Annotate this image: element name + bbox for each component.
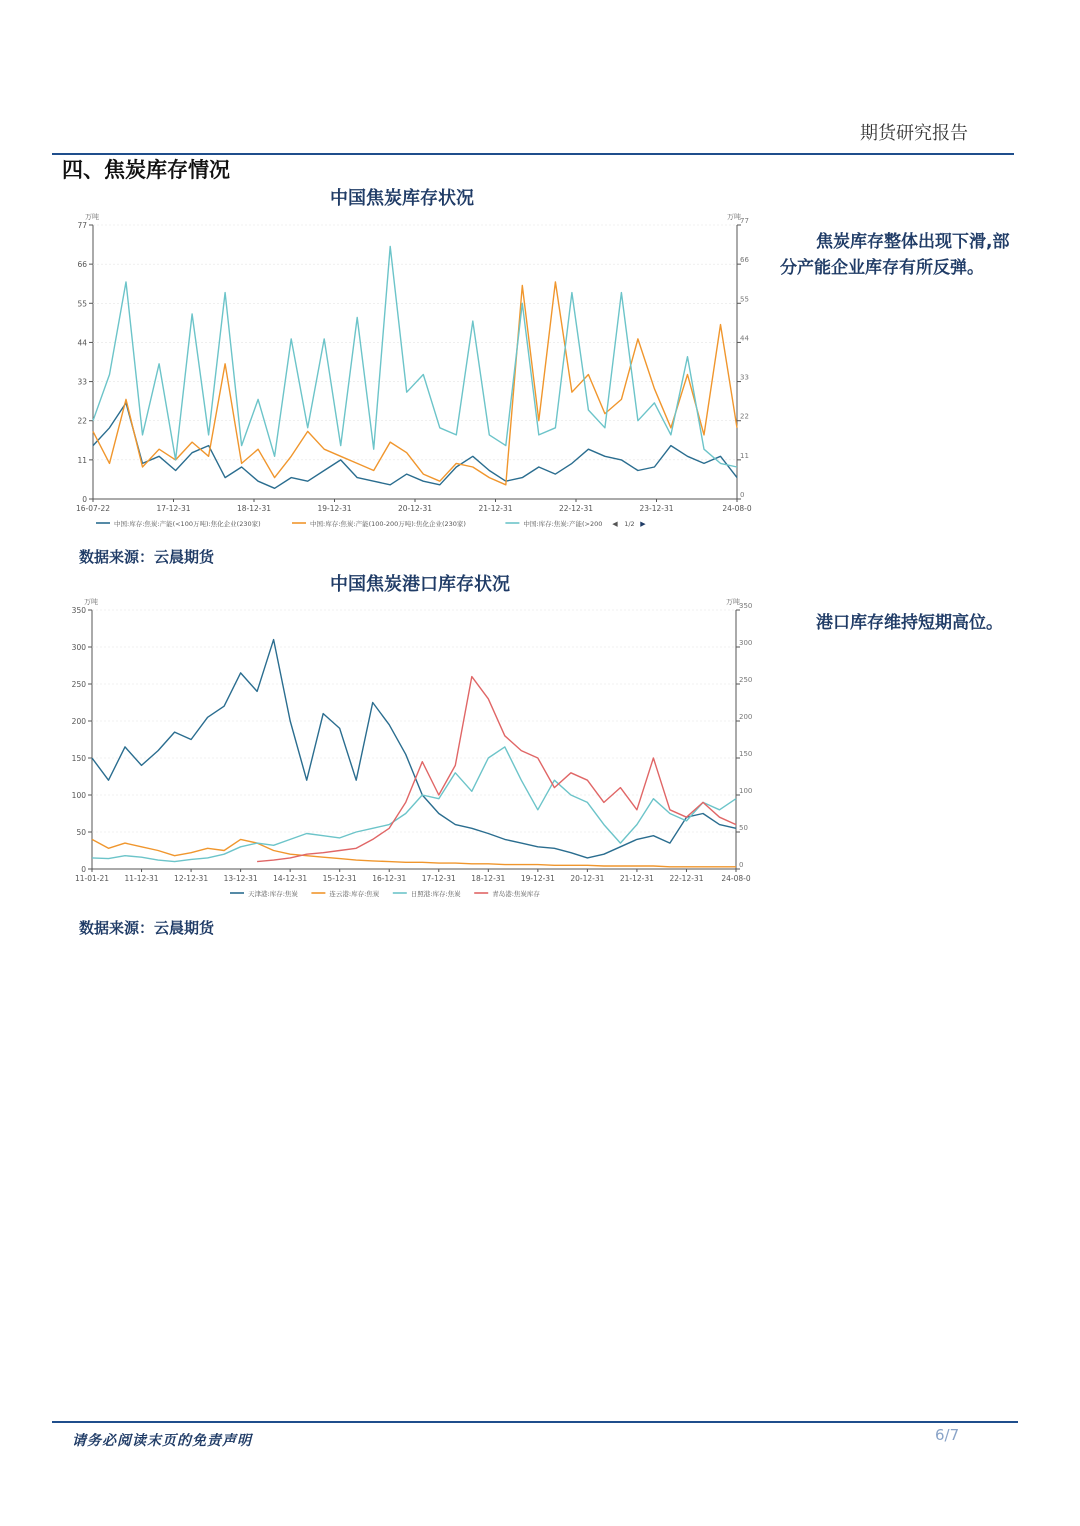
y-tick-label: 100 [71, 791, 86, 800]
legend-entry-2: 连云港:库存:焦炭 [329, 890, 380, 898]
legend-entry-2: 中国:库存:焦炭:产能(100-200万吨):焦化企业(230家) [310, 520, 466, 528]
y-tick-label-right: 0 [739, 861, 744, 869]
y-tick-label-right: 0 [740, 491, 745, 499]
legend-entry-3: 中国:库存:焦炭:产能(>200 [523, 520, 603, 528]
y-tick-label: 33 [77, 377, 87, 387]
disclaimer-text: 请务必阅读末页的免责声明 [72, 1433, 252, 1449]
x-tick-label: 20-12-31 [570, 874, 605, 883]
x-tick-label: 15-12-31 [322, 874, 357, 883]
x-tick-label: 17-12-31 [156, 504, 191, 513]
legend-entry-3: 日照港:库存:焦炭 [410, 890, 461, 898]
y-tick-label: 77 [77, 221, 87, 230]
coke-inventory-chart [70, 205, 760, 535]
x-tick-label: 12-12-31 [174, 874, 209, 883]
y-tick-label: 150 [71, 754, 86, 763]
y-tick-label-right: 66 [740, 256, 749, 265]
chart1-note: 焦炭库存整体出现下滑,部分产能企业库存有所反弹。 [780, 232, 1010, 278]
legend-prev-icon: ◀ [612, 520, 618, 528]
series-line-3 [93, 246, 737, 467]
y-tick-label-right: 100 [739, 787, 753, 795]
x-tick-label: 22-12-31 [669, 874, 704, 883]
y-tick-label: 22 [77, 416, 87, 426]
y-tick-label: 11 [77, 455, 87, 465]
legend-page-label: 1/2 [624, 520, 635, 528]
x-tick-label: 13-12-31 [223, 874, 258, 883]
x-tick-label: 20-12-31 [397, 504, 433, 513]
left-unit-label: 万吨 [85, 213, 99, 221]
y-tick-label: 66 [77, 260, 87, 270]
series-line-1 [92, 640, 736, 858]
x-tick-label: 19-12-31 [317, 504, 352, 513]
x-tick-label: 21-12-31 [478, 504, 513, 513]
y-tick-label-right: 50 [739, 824, 748, 832]
y-tick-label-right: 55 [740, 295, 749, 304]
y-tick-label: 44 [77, 338, 87, 348]
y-tick-label: 300 [71, 643, 86, 652]
coke-port-inventory-chart [58, 592, 760, 902]
x-tick-label: 11-12-31 [124, 874, 159, 883]
right-unit-label: 万吨 [726, 598, 740, 606]
legend-entry-1: 中国:库存:焦炭:产能(<100万吨):焦化企业(230家) [114, 520, 261, 528]
x-tick-label: 14-12-31 [273, 874, 308, 883]
series-line-2 [92, 839, 736, 866]
x-tick-label: 24-08-0 [722, 504, 752, 513]
page-number: 6/7 [935, 1426, 960, 1444]
x-tick-label: 22-12-31 [558, 504, 594, 513]
legend-entry-4: 青岛港:焦炭库存 [492, 890, 540, 898]
legend-next-icon: ▶ [640, 520, 646, 528]
chart1-title: 中国焦炭库存状况 [330, 188, 474, 209]
y-tick-label: 0 [82, 495, 87, 504]
y-tick-label-right: 200 [739, 713, 753, 721]
left-unit-label: 万吨 [84, 598, 98, 606]
chart1-source: 数据来源：云晨期货 [79, 548, 215, 566]
y-tick-label-right: 300 [739, 639, 753, 647]
x-tick-label: 18-12-31 [236, 504, 272, 513]
y-tick-label-right: 350 [739, 602, 753, 610]
x-tick-label: 21-12-31 [619, 874, 654, 883]
legend-entry-1: 天津港:库存:焦炭 [248, 890, 298, 898]
y-tick-label: 55 [77, 299, 87, 309]
series-line-4 [257, 677, 736, 862]
x-tick-label: 17-12-31 [421, 874, 456, 883]
x-tick-label: 23-12-31 [639, 504, 674, 513]
x-tick-label: 19-12-31 [520, 874, 555, 883]
y-tick-label: 250 [71, 680, 86, 689]
x-tick-label: 16-12-31 [372, 874, 407, 883]
y-tick-label-right: 11 [740, 451, 749, 460]
y-tick-label-right: 44 [740, 334, 749, 343]
y-tick-label-right: 33 [740, 373, 749, 382]
y-tick-label: 200 [71, 717, 86, 726]
y-tick-label: 50 [76, 828, 86, 837]
y-tick-label-right: 150 [739, 750, 753, 758]
chart2-note: 港口库存维持短期高位。 [816, 613, 1003, 633]
x-tick-label: 18-12-31 [471, 874, 506, 883]
chart2-source: 数据来源：云晨期货 [79, 919, 215, 937]
y-tick-label-right: 250 [739, 676, 753, 684]
y-tick-label: 0 [81, 865, 86, 874]
x-tick-label: 11-01-21 [74, 874, 110, 883]
x-tick-label: 16-07-22 [75, 504, 111, 513]
right-unit-label: 万吨 [727, 213, 741, 221]
chart2-title: 中国焦炭港口库存状况 [330, 574, 510, 595]
section-title: 四、焦炭库存情况 [62, 158, 230, 182]
x-tick-label: 24-08-0 [721, 874, 751, 883]
y-tick-label-right: 77 [740, 217, 749, 225]
footer-rule [52, 1421, 1018, 1423]
y-tick-label: 350 [71, 606, 86, 615]
report-type-header: 期货研究报告 [860, 123, 968, 144]
y-tick-label-right: 22 [740, 412, 749, 421]
